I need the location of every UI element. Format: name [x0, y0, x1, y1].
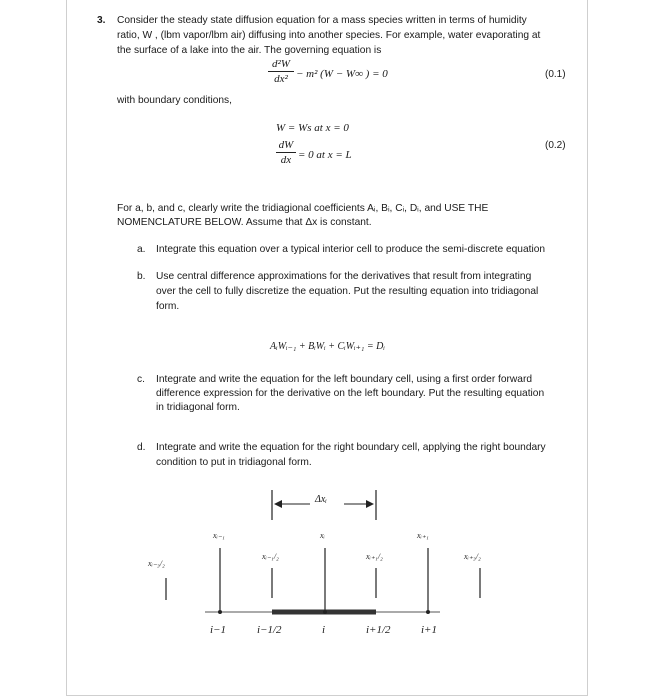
eq2-label: (0.2) [545, 140, 566, 151]
item-c-letter: c. [137, 374, 145, 385]
node-dot-i [323, 610, 327, 614]
problem-line-1: Consider the steady state diffusion equation for a mass species written in terms of humidity [117, 15, 527, 26]
label-x-i-minus-3-2: xᵢ₋₃/₂ [148, 559, 165, 568]
problem-line-3: the surface of a lake into the air. The governing equation is [117, 45, 382, 56]
eq2-body: = 0 at x = L [298, 149, 352, 161]
eq1-denominator: dx² [274, 73, 288, 85]
axis-label-i-plus-1-2: i+1/2 [366, 624, 391, 636]
axis-label-i-plus-1: i+1 [421, 624, 437, 636]
label-x-i-minus-1: xᵢ₋₁ [213, 531, 225, 540]
axis-label-i-minus-1: i−1 [210, 624, 226, 636]
item-d-line-2: condition to put in tridiagonal form. [156, 457, 312, 468]
item-c-line-3: in tridiagonal form. [156, 402, 240, 413]
label-x-i-plus-3-2: xᵢ₊₃/₂ [464, 552, 481, 561]
node-dot-i-plus-1 [426, 610, 430, 614]
tridiagonal-equation: AᵢWᵢ₋₁ + BᵢWᵢ + CᵢWᵢ₊₁ = Dᵢ [270, 341, 385, 352]
dx-label: Δxᵢ [315, 494, 327, 505]
item-d-line-1: Integrate and write the equation for the right boundary cell, applying the right boundary [156, 442, 546, 453]
boundary-conditions-intro: with boundary conditions, [117, 95, 232, 106]
instructions-line-1: For a, b, and c, clearly write the tridiagional coefficients Aᵢ, Bᵢ, Cᵢ, Dᵢ, and USE THE [117, 203, 489, 214]
item-a-text: Integrate this equation over a typical interior cell to produce the semi-discrete equation [156, 244, 546, 255]
eq1-label: (0.1) [545, 69, 566, 80]
label-x-i-minus-1-2: xᵢ₋₁/₂ [262, 552, 279, 561]
problem-line-2: ratio, W , (lbm vapor/lbm air) diffusing into another species. For example, water evaporating at [117, 30, 541, 41]
item-c-line-2: difference expression for the derivative on the left boundary. Put the resulting equation [156, 388, 545, 399]
axis-label-i: i [322, 624, 326, 636]
problem-number: 3. [97, 15, 106, 26]
item-d-letter: d. [137, 442, 146, 453]
dx-arrowhead-right [366, 500, 374, 508]
eq1-body: − m² (W − W∞ ) = 0 [296, 68, 388, 80]
eq2-denominator: dx [280, 154, 292, 166]
eq2-numerator: dW [278, 139, 294, 151]
item-b-line-2: over the cell to fully discretize the equation. Put the resulting equation into tridiagonal [156, 286, 539, 297]
label-x-i-plus-1: xᵢ₊₁ [417, 531, 429, 540]
eq2-line-1: W = Ws at x = 0 [276, 122, 349, 134]
eq1-numerator: d²W [272, 58, 290, 70]
dx-arrowhead-left [274, 500, 282, 508]
label-x-i-plus-1-2: xᵢ₊₁/₂ [366, 552, 383, 561]
axis-label-i-minus-1-2: i−1/2 [257, 624, 282, 636]
label-x-i: xᵢ [320, 531, 325, 540]
item-a-letter: a. [137, 244, 146, 255]
item-b-line-3: form. [156, 301, 180, 312]
node-dot-i-minus-1 [218, 610, 222, 614]
item-c-line-1: Integrate and write the equation for the left boundary cell, using a first order forward [156, 374, 533, 385]
item-b-letter: b. [137, 271, 146, 282]
instructions-line-2: NOMENCLATURE BELOW. Assume that Δx is constant. [117, 217, 372, 228]
item-b-line-1: Use central difference approximations for the derivatives that result from integrating [156, 271, 532, 282]
